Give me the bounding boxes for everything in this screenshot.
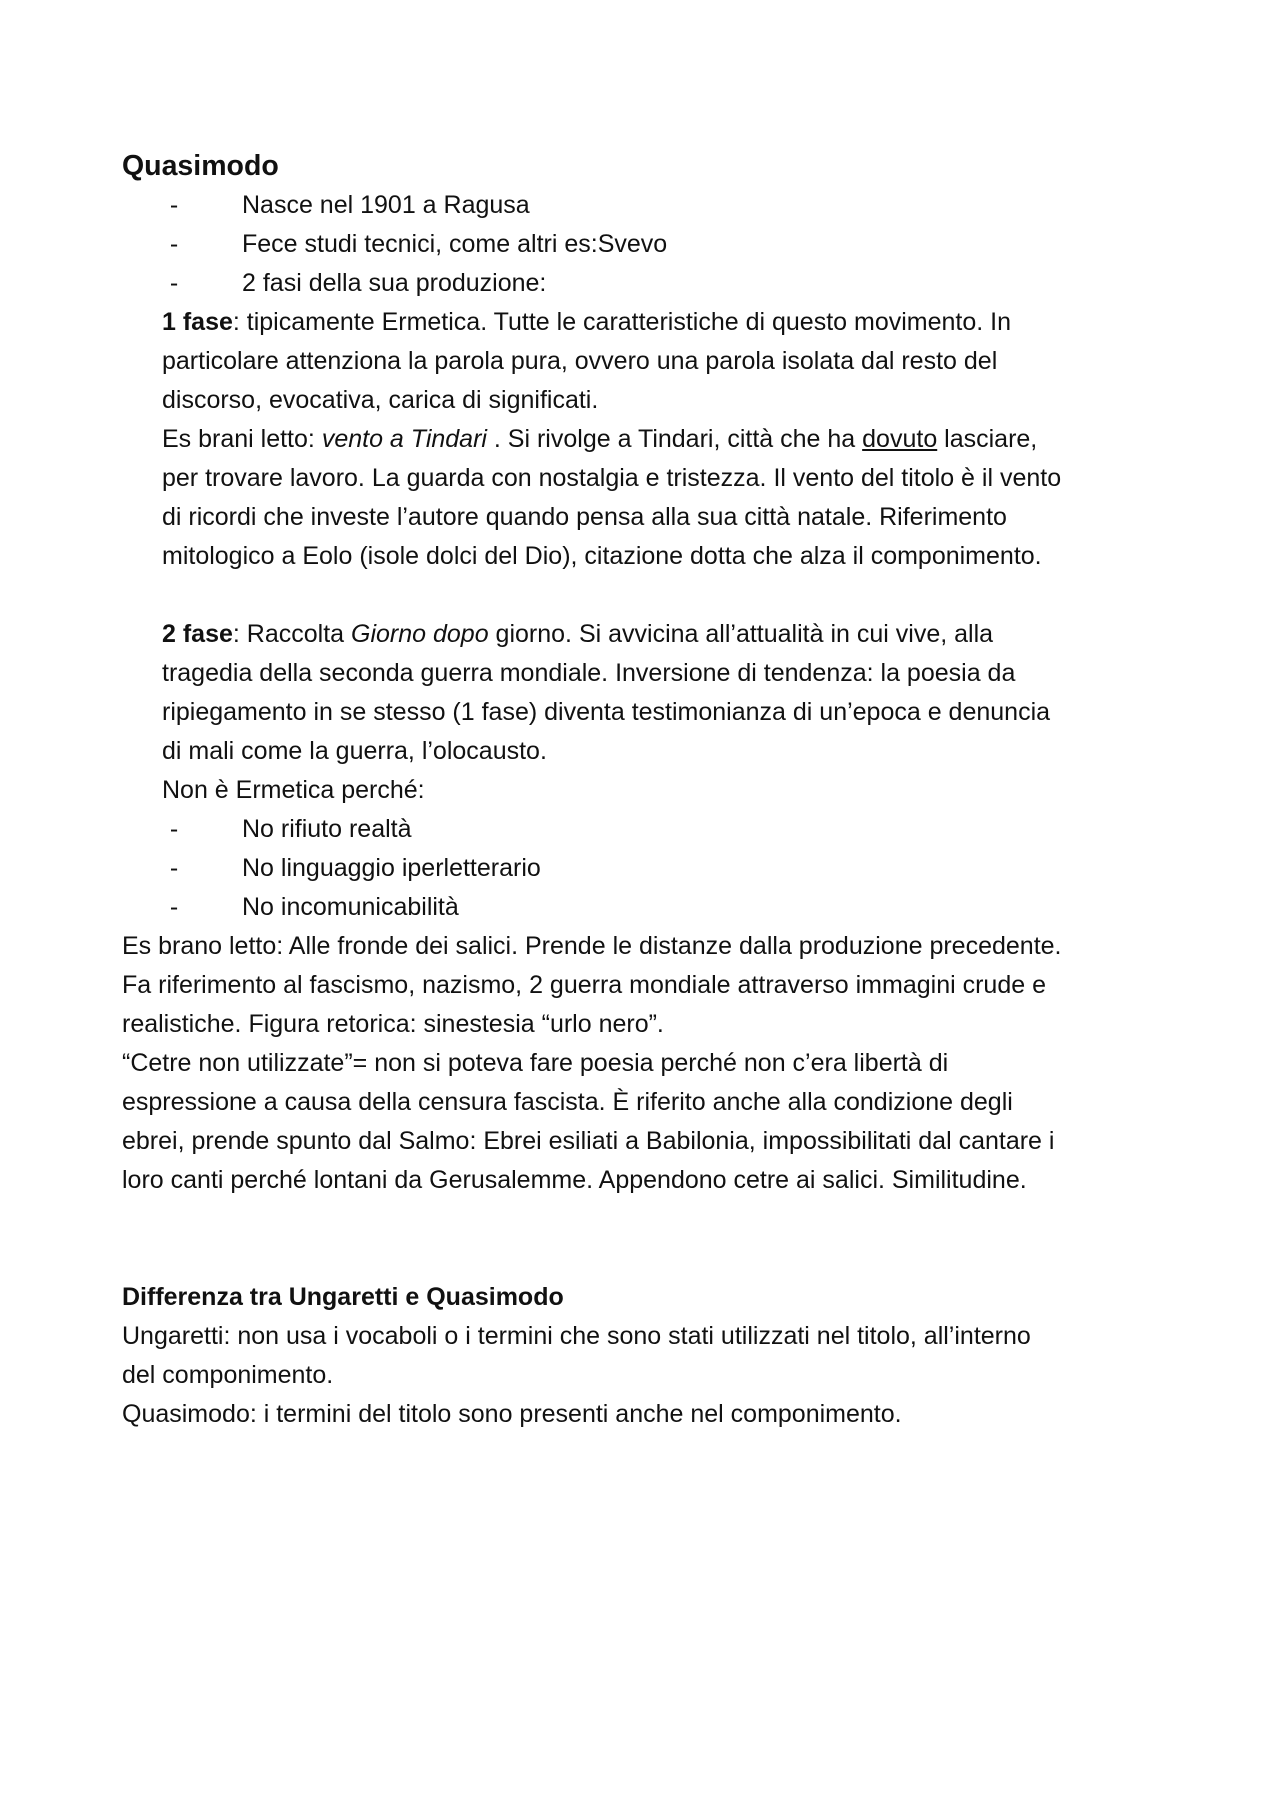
section-heading: Differenza tra Ungaretti e Quasimodo [122, 1283, 564, 1311]
list-item: - Fece studi tecnici, come altri es:Svevo [164, 225, 1170, 264]
list-item: - No linguaggio iperletterario [164, 849, 1170, 888]
paragraph-line: 1 fase: tipicamente Ermetica. Tutte le caratteristiche di questo movimento. In [162, 308, 1012, 336]
paragraph-line: mitologico a Eolo (isole dolci del Dio), citazione dotta che alza il componimento. [162, 542, 1042, 570]
body-paragraph [122, 927, 1170, 1200]
bullet-dash: - [169, 230, 179, 258]
fase1-section [122, 303, 1170, 576]
paragraph-line: Fa riferimento al fascismo, nazismo, 2 guerra mondiale attraverso immagini crude e [122, 971, 1046, 999]
bullet-dash: - [169, 191, 179, 219]
list-item: - Nasce nel 1901 a Ragusa [164, 186, 1170, 225]
paragraph-line: per trovare lavoro. La guarda con nostalgia e tristezza. Il vento del titolo è il vento [162, 464, 1062, 492]
document-title: Quasimodo [122, 150, 279, 182]
paragraph-line: Es brani letto: vento a Tindari . Si rivolge a Tindari, città che ha dovuto lasciare, [162, 425, 1038, 453]
bullet-dash: - [169, 269, 179, 297]
paragraph-line: loro canti perché lontani da Gerusalemme. Appendono cetre ai salici. Similitudine. [122, 1166, 1027, 1194]
fase2-label: 2 fase [162, 620, 233, 648]
bullet-dash: - [169, 854, 179, 882]
paragraph-line: tragedia della seconda guerra mondiale. Inversione di tendenza: la poesia da [162, 659, 1016, 687]
paragraph-line: ebrei, prende spunto dal Salmo: Ebrei esiliati a Babilonia, impossibilitati dal cantare i [122, 1127, 1055, 1155]
work-title: vento a Tindari [321, 425, 487, 453]
underlined-word: dovuto [862, 425, 938, 453]
paragraph-line: Non è Ermetica perché: [162, 776, 425, 804]
paragraph-line: Ungaretti: non usa i vocaboli o i termini che sono stati utilizzati nel titolo, all’interno [122, 1322, 1031, 1350]
paragraph-line: Quasimodo: i termini del titolo sono presenti anche nel componimento. [122, 1400, 902, 1428]
spacer [122, 576, 1170, 615]
paragraph-line: del componimento. [122, 1361, 334, 1389]
paragraph-line: “Cetre non utilizzate”= non si poteva fare poesia perché non c’era libertà di [122, 1049, 949, 1077]
list-item: - No rifiuto realtà [164, 810, 1170, 849]
list-item: - 2 fasi della sua produzione: [164, 264, 1170, 303]
fase2-section [122, 615, 1170, 810]
paragraph-line: 2 fase: Raccolta Giorno dopo giorno. Si avvicina all’attualità in cui vive, alla [162, 620, 994, 648]
paragraph-line: particolare attenziona la parola pura, ovvero una parola isolata dal resto del [162, 347, 998, 375]
paragraph-line: realistiche. Figura retorica: sinestesia “urlo nero”. [122, 1010, 664, 1038]
spacer [122, 1200, 1170, 1278]
differenza-section [122, 1278, 1170, 1434]
list-item: - No incomunicabilità [164, 888, 1170, 927]
fase1-label: 1 fase [162, 308, 233, 336]
paragraph-line: espressione a causa della censura fascista. È riferito anche alla condizione degli [122, 1088, 1013, 1116]
work-title: Giorno dopo [351, 620, 489, 648]
paragraph-line: di mali come la guerra, l’olocausto. [162, 737, 547, 765]
paragraph-line: ripiegamento in se stesso (1 fase) diventa testimonianza di un’epoca e denuncia [162, 698, 1051, 726]
paragraph-line: Es brano letto: Alle fronde dei salici. Prende le distanze dalla produzione precedente. [122, 932, 1062, 960]
paragraph-line: di ricordi che investe l’autore quando pensa alla sua città natale. Riferimento [162, 503, 1007, 531]
bullet-dash: - [169, 893, 179, 921]
paragraph-line: discorso, evocativa, carica di significati. [162, 386, 599, 414]
bullet-dash: - [169, 815, 179, 843]
